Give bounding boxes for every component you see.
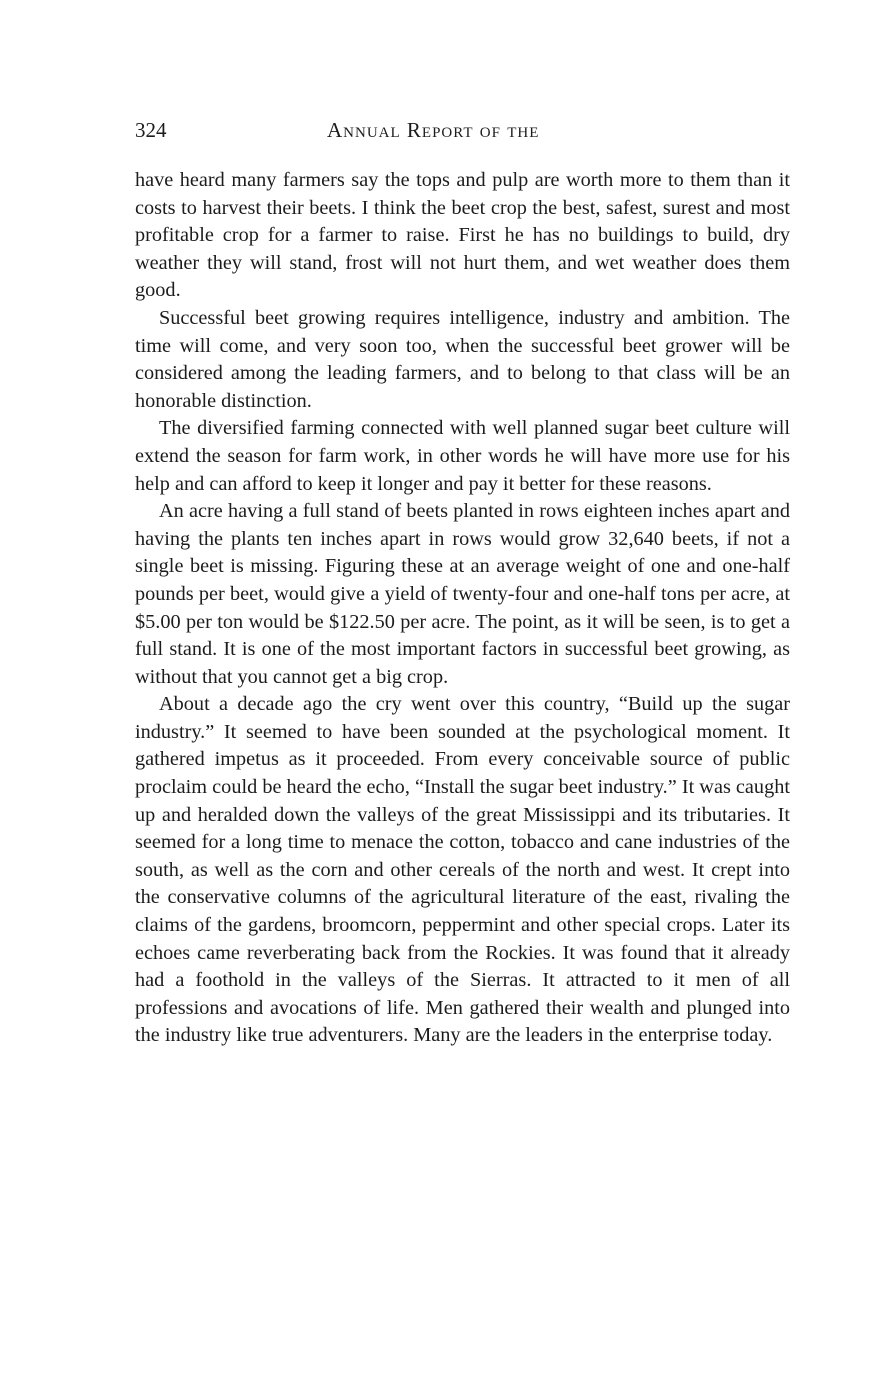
paragraph-2: Successful beet growing requires intelligence, industry and ambition. The time will come, and very soon too, when the successful beet grower will be considered among the leading farmers, and to belong to that class will be an honorable distinction. bbox=[135, 306, 790, 412]
body-text bbox=[135, 167, 790, 1050]
paragraph-3: The diversified farming connected with well planned sugar beet culture will extend the season for farm work, in other words he will have more use for his help and can afford to keep it longer and pay it better for these reasons. bbox=[135, 417, 790, 495]
page-number: 324 bbox=[135, 118, 167, 142]
paragraph-4: An acre having a full stand of beets planted in rows eighteen inches apart and having the plants ten inches apart in rows would grow 32,640 beets, if not a single beet is missing. Figuring these at an average weight of one and one-half pounds per beet, would give a yield of twenty-four and one-half tons per acre, at $5.00 per ton would be $122.50 per acre. The point, as it will be seen, is to get a full stand. It is one of the most important factors in successful beet growing, as without that you cannot get a big crop. bbox=[135, 500, 790, 688]
page-header bbox=[135, 118, 790, 148]
paragraph-1: have heard many farmers say the tops and pulp are worth more to them than it costs to harvest their beets. I think the beet crop the best, safest, surest and most profitable crop for a farmer to raise. First he has no buildings to build, dry weather they will stand, frost will not hurt them, and wet weather does them good. bbox=[135, 169, 790, 302]
paragraph-5: About a decade ago the cry went over this country, “Build up the sugar industry.” It seemed to have been sounded at the psychological moment. It gathered impetus as it proceeded. From every conceivable source of public proclaim could be heard the echo, “Install the sugar beet industry.” It was caught up and heralded down the valleys of the great Mississippi and its tributaries. It seemed for a long time to menace the cotton, tobacco and cane industries of the south, as well as the corn and other cereals of the north and west. It crept into the conservative columns of the agricultural literature of the east, rivaling the claims of the gardens, broomcorn, peppermint and other special crops. Later its echoes came reverberating back from the Rockies. It was found that it already had a foothold in the valleys of the Sierras. It attracted to it men of all professions and avocations of life. Men gathered their wealth and plunged into the industry like true adventurers. Many are the leaders in the enterprise today. bbox=[135, 693, 790, 1047]
running-head: Annual Report of the bbox=[327, 118, 540, 142]
